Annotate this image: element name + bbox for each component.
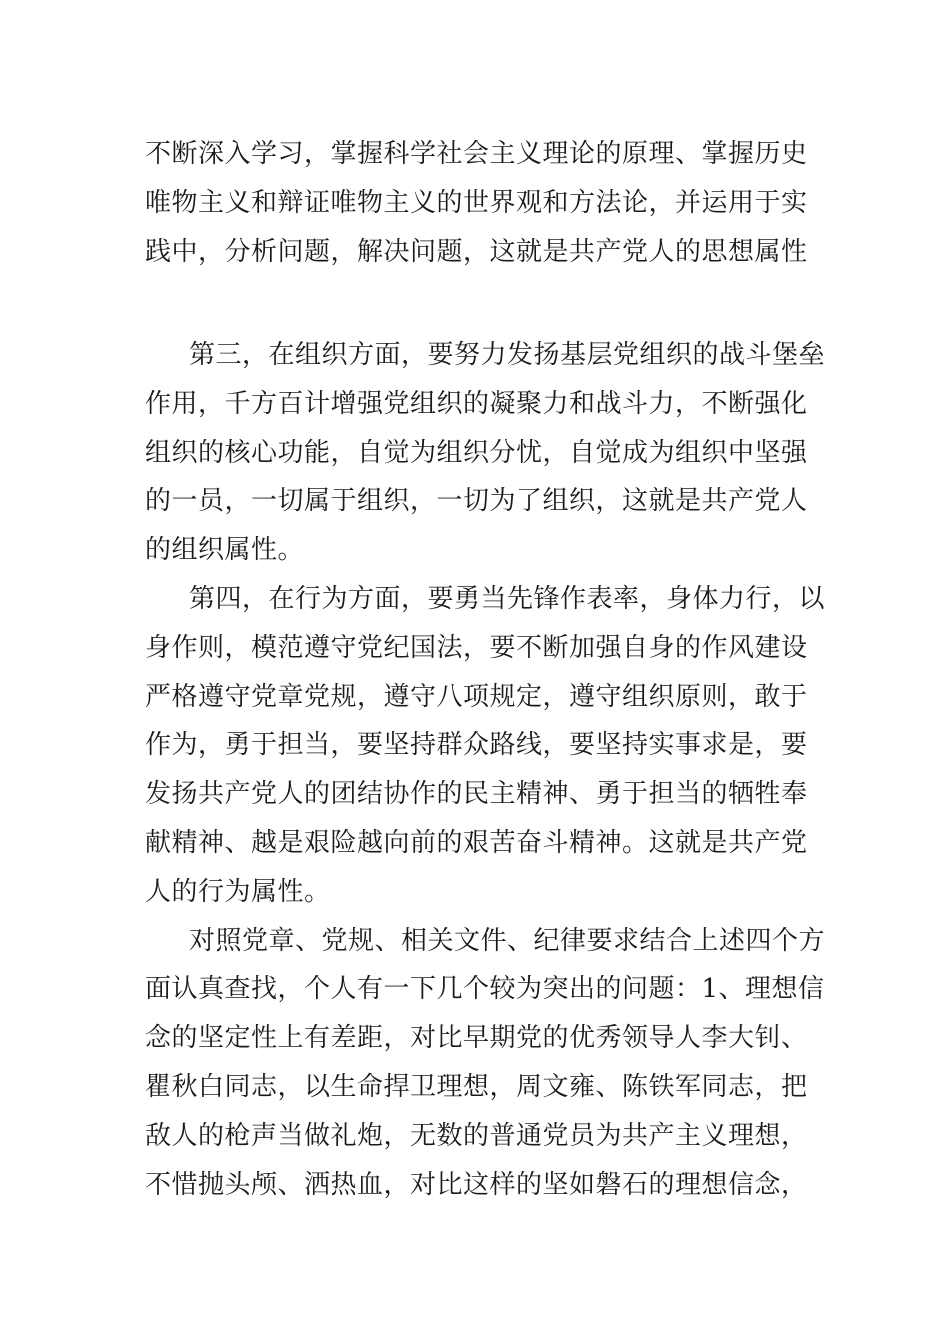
- text-line: 作为，勇于担当，要坚持群众路线，要坚持实事求是，要: [145, 730, 808, 761]
- text-line: 第四，在行为方面，要勇当先锋作表率，身体力行，以: [189, 583, 826, 614]
- text-line: 对照党章、党规、相关文件、纪律要求结合上述四个方: [189, 925, 826, 956]
- text-line: 不断深入学习，掌握科学社会主义理论的原理、掌握历史: [145, 139, 808, 169]
- text-line: 第三，在组织方面，要努力发扬基层党组织的战斗堡垒: [189, 340, 826, 370]
- paragraphs-body: [145, 331, 826, 1209]
- text-line: 人的行为属性。: [145, 876, 331, 907]
- text-line: 不惜抛头颅、洒热血，对比这样的坚如磐石的理想信念，: [145, 1169, 808, 1200]
- text-line: 献精神、越是艰险越向前的艰苦奋斗精神。这就是共产党: [145, 827, 808, 858]
- text-line: 发扬共产党人的团结协作的民主精神、勇于担当的牺牲奉: [145, 779, 808, 810]
- text-line: 组织的核心功能，自觉为组织分忧，自觉成为组织中坚强: [145, 437, 808, 468]
- text-line: 严格遵守党章党规，遵守八项规定，遵守组织原则，敢于: [145, 681, 808, 712]
- text-line: 的组织属性。: [145, 535, 305, 566]
- text-line: 面认真查找，个人有一下几个较为突出的问题：1、理想信: [145, 974, 825, 1005]
- text-line: 作用，千方百计增强党组织的凝聚力和战斗力，不断强化: [145, 388, 808, 419]
- text-line: 唯物主义和辩证唯物主义的世界观和方法论，并运用于实: [145, 187, 808, 218]
- paragraph-ideology: [145, 130, 809, 276]
- paragraph-organization: [145, 331, 826, 575]
- text-line: 敌人的枪声当做礼炮，无数的普通党员为共产主义理想，: [145, 1120, 808, 1151]
- text-line: 践中，分析问题，解决问题，这就是共产党人的思想属性: [145, 236, 808, 267]
- text-line: 瞿秋白同志，以生命捍卫理想，周文雍、陈铁军同志，把: [145, 1071, 808, 1102]
- text-line: 念的坚定性上有差距，对比早期党的优秀领导人李大钊、: [145, 1023, 808, 1054]
- paragraph-behavior: [145, 575, 826, 917]
- text-line: 的一员，一切属于组织，一切为了组织，这就是共产党人: [145, 486, 808, 517]
- paragraph-problems: [145, 917, 826, 1210]
- text-line: 身作则，模范遵守党纪国法，要不断加强自身的作风建设: [145, 632, 808, 663]
